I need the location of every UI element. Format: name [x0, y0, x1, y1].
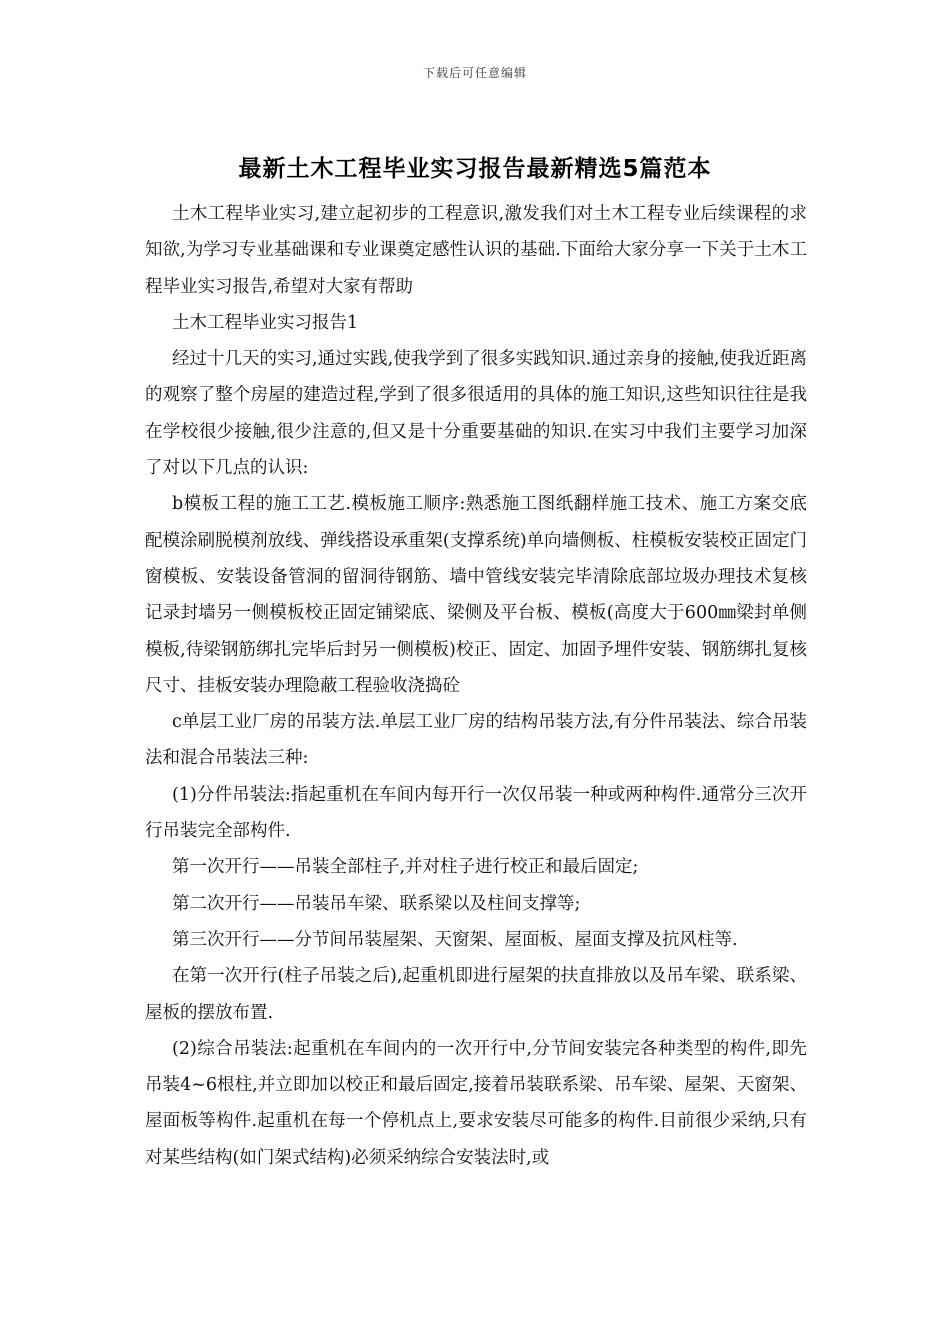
body-paragraph: 第二次开行——吊装吊车梁、联系梁以及柱间支撑等;: [172, 893, 581, 914]
header-note: 下载后可任意编辑: [422, 66, 527, 80]
document-body: [145, 196, 807, 1176]
body-paragraph: c单层工业厂房的吊装方法.单层工业厂房的结构吊装方法,有分件吊装法、综合吊装法和混合吊装法三种:: [145, 712, 807, 769]
body-paragraph: 第三次开行——分节间吊装屋架、天窗架、屋面板、屋面支撑及抗风柱等.: [172, 929, 738, 950]
body-paragraph: 经过十几天的实习,通过实践,使我学到了很多实践知识.通过亲身的接触,使我近距离的观察了整个房屋的建造过程,学到了很多很适用的具体的施工知识,这些知识往往是我在学校很少接触,很少注意的,但又是十分重要基础的知识.在实习中我们主要学习加深了对以下几点的认识:: [145, 349, 807, 479]
intro-paragraph: 土木工程毕业实习,建立起初步的工程意识,激发我们对土木工程专业后续课程的求知欲,为学习专业基础课和专业课奠定感性认识的基础.下面给大家分享一下关于土木工程毕业实习报告,希望对大家有帮助: [145, 204, 807, 297]
body-paragraph: (2)综合吊装法:起重机在车间内的一次开行中,分节间安装完各种类型的构件,即先吊装4~6根柱,并立即加以校正和最后固定,接着吊装联系梁、吊车梁、屋架、天窗架、屋面板等构件.起重机在每一个停机点上,要求安装尽可能多的构件.目前很少采纳,只有对某些结构(如门架式结构)必须采纳综合安装法时,或: [145, 1038, 807, 1168]
section-heading: 土木工程毕业实习报告1: [172, 312, 359, 333]
document-title: 最新土木工程毕业实习报告最新精选5篇范本: [238, 156, 712, 182]
body-paragraph: (1)分件吊装法:指起重机在车间内每开行一次仅吊装一种或两种构件.通常分三次开行吊装完全部构件.: [145, 784, 807, 842]
body-paragraph: 第一次开行——吊装全部柱子,并对柱子进行校正和最后固定;: [172, 857, 639, 878]
body-paragraph: 在第一次开行(柱子吊装之后),起重机即进行屋架的扶直排放以及吊车梁、联系梁、屋板的摆放布置.: [145, 966, 807, 1023]
body-paragraph: b模板工程的施工工艺.模板施工顺序:熟悉施工图纸翻样施工技术、施工方案交底配模涂刷脱模剂放线、弹线搭设承重架(支撑系统)单向墙侧板、柱模板安装校正固定门窗模板、安装设备管洞的留洞待钢筋、墙中管线安装完毕清除底部垃圾办理技术复核记录封墙另一侧模板校正固定铺梁底、梁侧及平台板、模板(高度大于600㎜梁封单侧模板,待梁钢筋绑扎完毕后封另一侧模板)校正、固定、加固予埋件安装、钢筋绑扎复核尺寸、挂板安装办理隐蔽工程验收浇捣砼: [145, 494, 807, 696]
